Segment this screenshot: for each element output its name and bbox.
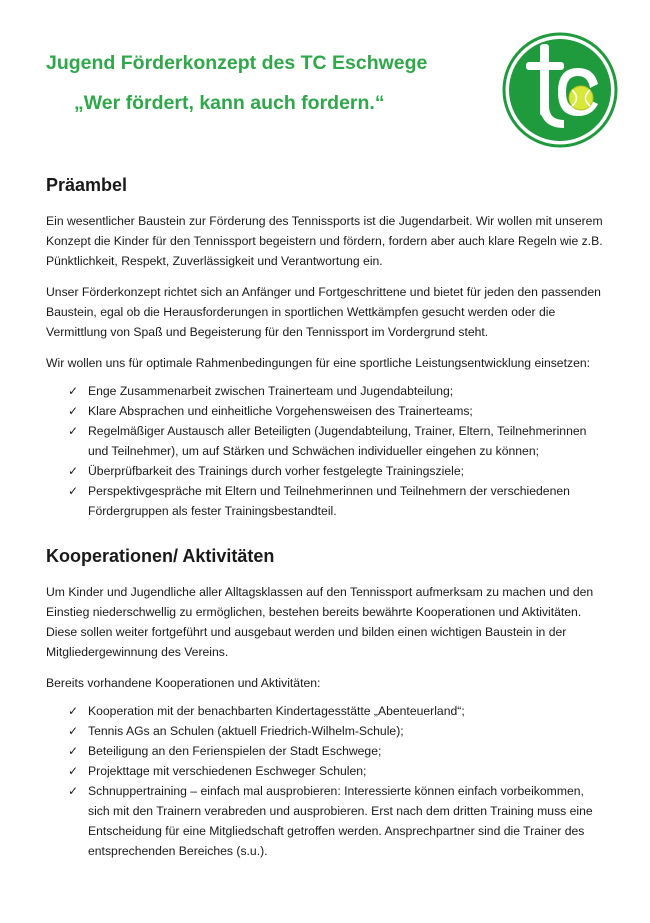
- list-item-text: Kooperation mit der benachbarten Kindertagesstätte „Abenteuerland“;: [88, 704, 465, 718]
- section-heading-preamble: Präambel: [46, 175, 128, 195]
- tc-logo-icon: [502, 32, 618, 148]
- paragraph: Unser Förderkonzept richtet sich an Anfänger und Fortgeschrittene und bietet für jeden den passenden Baustein, egal ob die Herausforderungen in sportlichen Wettkämpfen gesucht werden oder die Vermittlung von Spaß und Begeisterung für den Tennissport im Vordergrund steht.: [46, 285, 601, 339]
- list-item: [46, 761, 606, 781]
- list-item-text: Projekttage mit verschiedenen Eschweger Schulen;: [88, 764, 367, 778]
- paragraph: Um Kinder und Jugendliche aller Alltagsklassen auf den Tennissport aufmerksam zu machen und den Einstieg niederschwellig zu ermöglichen, bestehen bereits bewährte Kooperationen und Aktivitäten. Diese sollen weiter fortgeführt und ausgebaut werden und bilden einen wichtigen Baustein in der Mitgliedergewinnung des Vereins.: [46, 585, 594, 659]
- checkmark-icon: ✓: [68, 704, 79, 718]
- paragraph: Bereits vorhandene Kooperationen und Aktivitäten:: [46, 676, 321, 690]
- list-item-text: Beteiligung an den Ferienspielen der Stadt Eschwege;: [88, 744, 382, 758]
- section-cooperation: [46, 543, 606, 861]
- paragraph: Ein wesentlicher Baustein zur Förderung des Tennissports ist die Jugendarbeit. Wir wollen mit unserem Konzept die Kinder für den Tennissport begeistern und fördern, fordern aber auch klare Regeln wie z.B. Pünktlichkeit, Respekt, Zuverlässigkeit und Verantwortung ein.: [46, 214, 603, 268]
- check-list-preamble: [46, 381, 606, 521]
- document-body: [46, 172, 606, 861]
- check-list-cooperation: [46, 701, 606, 861]
- document-motto: „Wer fördert, kann auch fordern.“: [74, 92, 385, 114]
- checkmark-icon: ✓: [68, 424, 79, 438]
- list-item-text: Regelmäßiger Austausch aller Beteiligten (Jugendabteilung, Trainer, Eltern, Teilnehmerinnen und Teilnehmer), um auf Stärken und Schwächen individueller eingehen zu können;: [88, 424, 587, 458]
- list-item: [46, 381, 606, 401]
- checkmark-icon: ✓: [68, 384, 79, 398]
- list-item-text: Tennis AGs an Schulen (aktuell Friedrich-Wilhelm-Schule);: [88, 724, 404, 738]
- list-item-text: Überprüfbarkeit des Trainings durch vorher festgelegte Trainingsziele;: [88, 464, 464, 478]
- list-item-text: Enge Zusammenarbeit zwischen Trainerteam und Jugendabteilung;: [88, 384, 454, 398]
- section-preamble: [46, 172, 606, 521]
- list-item: [46, 401, 606, 421]
- checkmark-icon: ✓: [68, 744, 79, 758]
- list-item-text: Schnuppertraining – einfach mal ausprobieren: Interessierte können einfach vorbeikommen, sich mit den Trainern verabreden und ausprobieren. Erst nach dem dritten Training muss eine Entscheidung für eine Mitgliedschaft getroffen werden. Ansprechpartner sind die Trainer des entsprechenden Bereiches (s.u.).: [88, 784, 593, 858]
- list-item: [46, 461, 606, 481]
- list-item: [46, 481, 606, 521]
- checkmark-icon: ✓: [68, 724, 79, 738]
- paragraph: Wir wollen uns für optimale Rahmenbedingungen für eine sportliche Leistungsentwicklung einsetzen:: [46, 356, 591, 370]
- section-heading-cooperation: Kooperationen/ Aktivitäten: [46, 546, 275, 566]
- checkmark-icon: ✓: [68, 484, 79, 498]
- list-item: [46, 781, 606, 861]
- list-item: [46, 741, 606, 761]
- document-header: [0, 0, 650, 150]
- document-title: Jugend Förderkonzept des TC Eschwege: [46, 52, 428, 74]
- checkmark-icon: ✓: [68, 764, 79, 778]
- list-item-text: Klare Absprachen und einheitliche Vorgehensweisen des Trainerteams;: [88, 404, 473, 418]
- checkmark-icon: ✓: [68, 464, 79, 478]
- list-item: [46, 701, 606, 721]
- list-item: [46, 721, 606, 741]
- checkmark-icon: ✓: [68, 404, 79, 418]
- list-item: [46, 421, 606, 461]
- list-item-text: Perspektivgespräche mit Eltern und Teilnehmerinnen und Teilnehmern der verschiedenen Fördergruppen als fester Trainingsbestandteil.: [88, 484, 570, 518]
- checkmark-icon: ✓: [68, 784, 79, 798]
